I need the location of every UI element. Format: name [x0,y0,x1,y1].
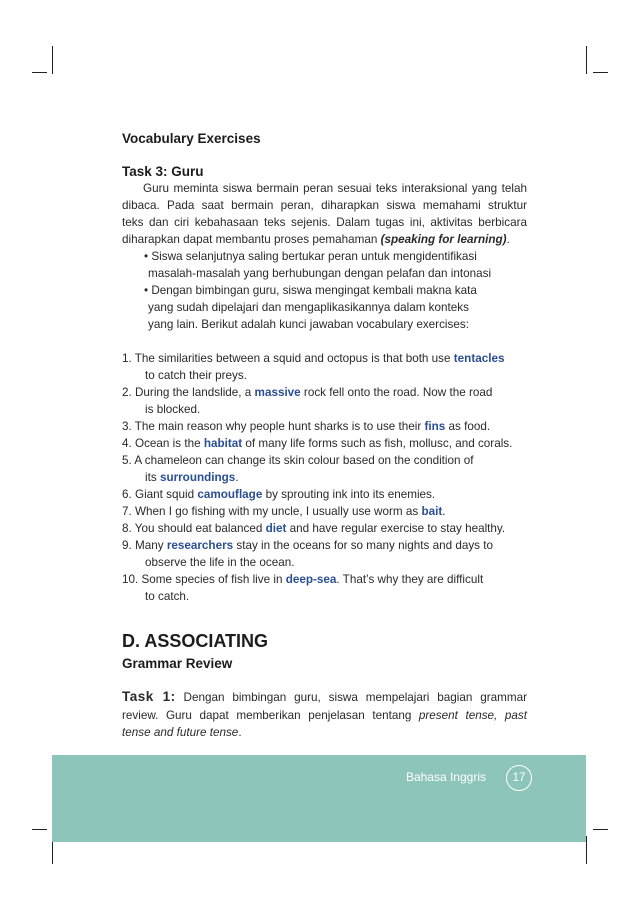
answer-item-continuation: to catch. [145,590,190,603]
task1-label: Task 1: [122,689,176,704]
answer-keyword: fins [424,420,446,433]
answer-item-continuation: to catch their preys. [145,369,247,382]
bullet-line: • Dengan bimbingan guru, siswa mengingat kembali makna kata [144,284,477,297]
bullet-line: masalah-masalah yang berhubungan dengan pelafan dan intonasi [148,267,492,280]
answer-item: 4. Ocean is the habitat of many life forms such as fish, mollusc, and corals. [122,437,513,450]
answer-keyword: researchers [166,539,234,552]
emphasis-text: (speaking for learning) [380,233,507,246]
task3-intro-line: dibaca. Pada saat bermain peran, diharapkan siswa memahami struktur [122,199,527,212]
answer-item: 6. Giant squid camouflage by sprouting ink into its enemies. [122,488,436,501]
task1-line: Task 1: Dengan bimbingan guru, siswa mempelajari bagian grammar [122,689,527,704]
crop-mark [32,829,47,830]
answer-keyword: surroundings [159,471,236,484]
page-number: 17 [506,765,532,791]
answer-keyword: diet [265,522,287,535]
grammar-review-subtitle: Grammar Review [122,656,233,671]
crop-mark [52,46,53,74]
crop-mark [593,72,608,73]
book-title-label: Bahasa Inggris [405,770,486,784]
answer-keyword: bait [421,505,443,518]
footer-band [52,755,586,842]
answer-item: 2. During the landslide, a massive rock fell onto the road. Now the road [122,386,493,399]
crop-mark [586,46,587,74]
associating-title: D. ASSOCIATING [122,631,269,651]
answer-keyword: camouflage [197,488,263,501]
bullet-line: • Siswa selanjutnya saling bertukar peran untuk mengidentifikasi [144,250,477,263]
task3-title: Task 3: Guru [122,164,204,179]
answer-item: 10. Some species of fish live in deep-sea. That’s why they are difficult [122,573,484,586]
answer-keyword: habitat [203,437,243,450]
answer-keyword: tentacles [453,352,505,365]
task1-line: review. Guru dapat memberikan penjelasan tentang present tense, past [122,709,527,722]
answer-keyword: deep-sea [285,573,337,586]
answer-item-continuation: its surroundings. [145,471,239,484]
task3-intro-line: teks dan ciri kebahasaan teks sejenis. Dalam tugas ini, aktivitas berbicara [122,216,527,229]
crop-mark [586,836,587,864]
section-title: Vocabulary Exercises [122,131,261,146]
answer-item-continuation: observe the life in the ocean. [145,556,295,569]
answer-item: 7. When I go fishing with my uncle, I usually use worm as bait. [122,505,446,518]
answer-item: 5. A chameleon can change its skin colour based on the condition of [122,454,474,467]
bullet-line: yang sudah dipelajari dan mengaplikasikannya dalam konteks [148,301,469,314]
bullet-line: yang lain. Berikut adalah kunci jawaban vocabulary exercises: [148,318,469,331]
crop-mark [32,72,47,73]
task1-line: tense and future tense. [122,726,242,739]
answer-item: 1. The similarities between a squid and octopus is that both use tentacles [122,352,505,365]
task3-intro-line: diharapkan dapat membantu proses pemahaman (speaking for learning). [122,233,510,246]
answer-item: 3. The main reason why people hunt sharks is to use their fins as food. [122,420,491,433]
crop-mark [593,829,608,830]
answer-keyword: massive [254,386,301,399]
answer-item-continuation: is blocked. [145,403,201,416]
task3-intro-line: Guru meminta siswa bermain peran sesuai teks interaksional yang telah [143,182,527,195]
answer-item: 9. Many researchers stay in the oceans for so many nights and days to [122,539,493,552]
answer-item: 8. You should eat balanced diet and have regular exercise to stay healthy. [122,522,506,535]
